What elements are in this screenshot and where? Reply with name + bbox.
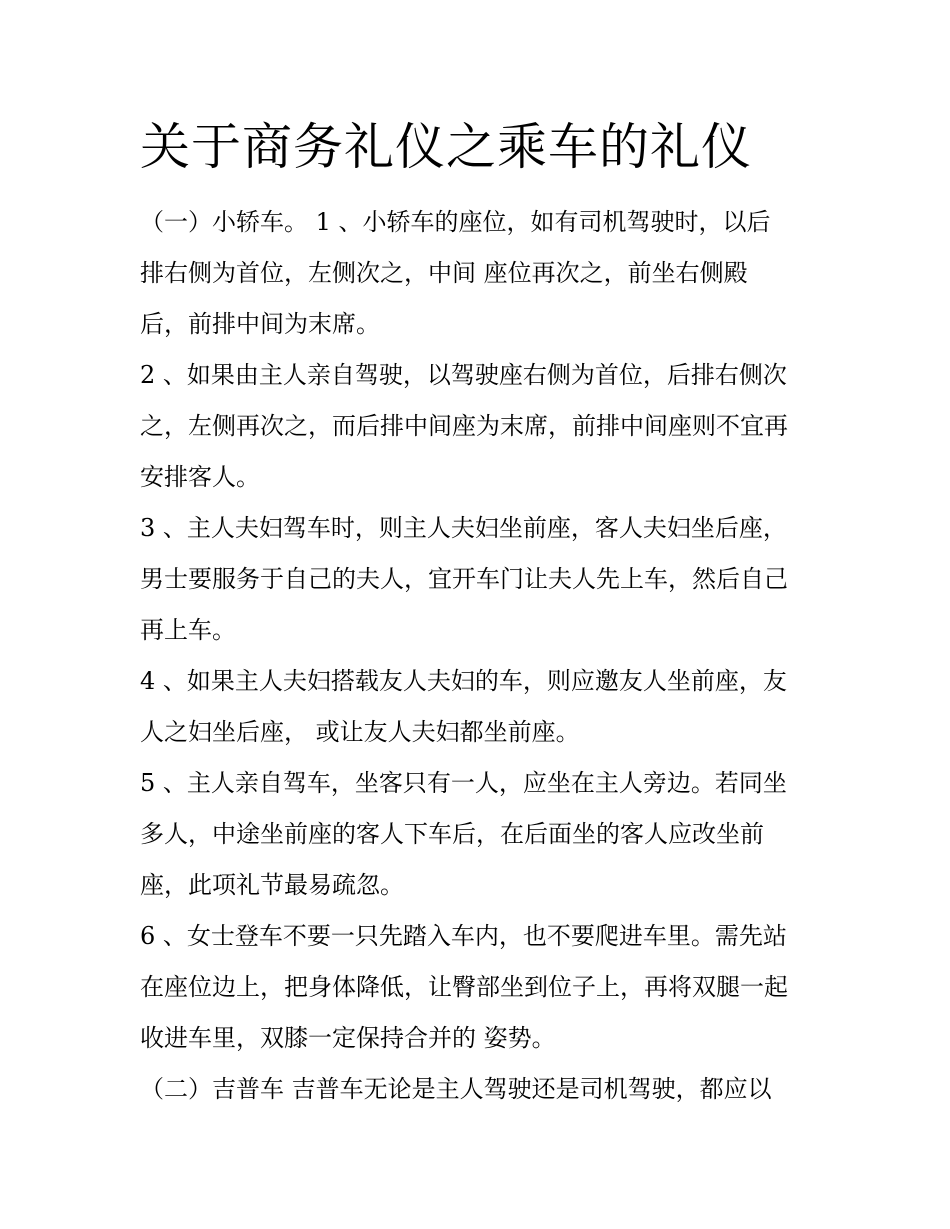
text-line: 座，此项礼节最易疏忽。 [140, 871, 404, 899]
document-title: 关于商务礼仪之乘车的礼仪 [140, 118, 752, 176]
text-line: 安排客人。 [140, 463, 260, 491]
text-line: 男士要服务于自己的夫人，宜开车门让夫人先上车，然后自己 [140, 565, 788, 593]
text-line: 再上车。 [140, 616, 236, 644]
text-line: 在座位边上，把身体降低，让臀部坐到位子上，再将双腿一起 [140, 973, 788, 1001]
text-line: 5 、主人亲自驾车，坐客只有一人，应坐在主人旁边。若同坐 [140, 769, 787, 797]
text-line: （二）吉普车 吉普车无论是主人驾驶还是司机驾驶，都应以 [140, 1075, 772, 1103]
text-line: 后，前排中间为末席。 [140, 310, 380, 338]
text-line: 3 、主人夫妇驾车时，则主人夫妇坐前座，客人夫妇坐后座， [140, 514, 787, 542]
text-line: 排右侧为首位，左侧次之，中间 座位再次之，前坐右侧殿 [140, 259, 748, 287]
text-line: 6 、女士登车不要一只先踏入车内，也不要爬进车里。需先站 [140, 922, 787, 950]
text-line: （一）小轿车。 1 、小轿车的座位，如有司机驾驶时，以后 [140, 208, 771, 236]
text-line: 4 、如果主人夫妇搭载友人夫妇的车，则应邀友人坐前座，友 [140, 667, 787, 695]
text-line: 之，左侧再次之，而后排中间座为末席，前排中间座则不宜再 [140, 412, 788, 440]
text-line: 多人，中途坐前座的客人下车后，在后面坐的客人应改坐前 [140, 820, 764, 848]
text-line: 收进车里，双膝一定保持合并的 姿势。 [140, 1024, 556, 1052]
text-line: 人之妇坐后座， 或让友人夫妇都坐前座。 [140, 718, 580, 746]
text-line: 2 、如果由主人亲自驾驶，以驾驶座右侧为首位，后排右侧次 [140, 361, 787, 389]
